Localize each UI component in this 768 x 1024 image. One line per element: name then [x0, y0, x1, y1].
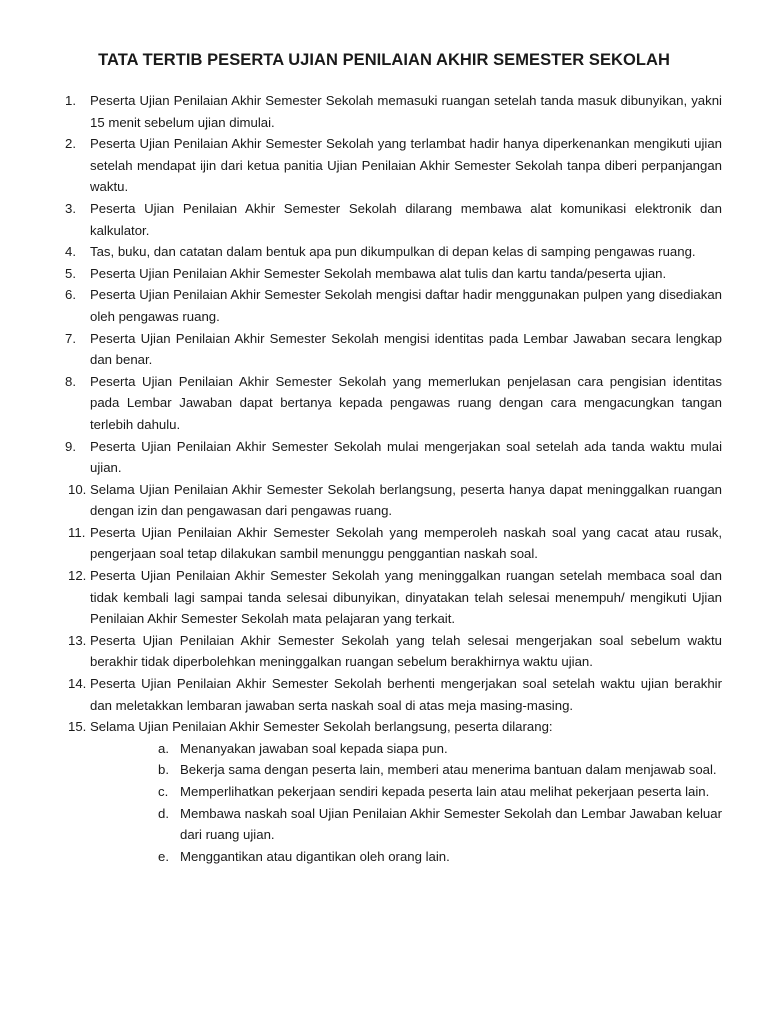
rule-text: Peserta Ujian Penilaian Akhir Semester Sekolah mengisi identitas pada Lembar Jawaban secara lengkap dan benar.	[90, 330, 722, 368]
rule-item	[65, 133, 722, 198]
rule-number: 8.	[65, 373, 76, 389]
rules-list	[65, 90, 722, 867]
prohibition-letter: d.	[158, 805, 169, 821]
rule-item	[65, 436, 722, 479]
prohibition-item	[158, 781, 722, 803]
rule-text: Peserta Ujian Penilaian Akhir Semester Sekolah yang telah selesai mengerjakan soal sebelum waktu berakhir tidak diperbolehkan meninggalkan ruangan sebelum berakhirnya waktu ujian.	[90, 632, 722, 670]
rule-text: Peserta Ujian Penilaian Akhir Semester Sekolah yang terlambat hadir hanya diperkenankan mengikuti ujian setelah mendapat ijin dari ketua panitia Ujian Penilaian Akhir Semester Sekolah tanpa diberi perpanjangan waktu.	[90, 136, 722, 195]
rule-text: Peserta Ujian Penilaian Akhir Semester Sekolah membawa alat tulis dan kartu tanda/peserta ujian.	[90, 265, 667, 281]
prohibition-letter: a.	[158, 740, 169, 756]
prohibition-letter: e.	[158, 848, 169, 864]
rule-text: Peserta Ujian Penilaian Akhir Semester Sekolah memasuki ruangan setelah tanda masuk dibunyikan, yakni 15 menit sebelum ujian dimulai.	[90, 93, 722, 130]
prohibition-text: Menanyakan jawaban soal kepada siapa pun.	[180, 740, 448, 756]
rule-number: 13.	[68, 632, 87, 648]
rule-number: 11.	[68, 524, 86, 540]
rule-number: 9.	[65, 438, 76, 454]
rule-number: 10.	[68, 481, 87, 497]
prohibition-letter: c.	[158, 784, 169, 799]
rule-item	[65, 263, 722, 285]
prohibition-item	[158, 759, 722, 781]
rule-number: 7.	[65, 330, 76, 346]
rule-text: Peserta Ujian Penilaian Akhir Semester Sekolah mengisi daftar hadir menggunakan pulpen yang disediakan oleh pengawas ruang.	[90, 287, 722, 324]
rule-number: 6.	[65, 287, 76, 303]
rule-number: 1.	[65, 93, 76, 108]
rule-number: 14.	[68, 676, 87, 692]
prohibition-text: Bekerja sama dengan peserta lain, memberi atau menerima bantuan dalam menjawab soal.	[180, 762, 717, 778]
rule-item	[68, 716, 722, 867]
document-title: TATA TERTIB PESERTA UJIAN PENILAIAN AKHIR SEMESTER SEKOLAH	[98, 51, 670, 69]
prohibition-text: Memperlihatkan pekerjaan sendiri kepada peserta lain atau melihat pekerjaan peserta lain.	[180, 784, 710, 799]
rule-item	[65, 371, 722, 436]
rule-text: Peserta Ujian Penilaian Akhir Semester Sekolah yang memperoleh naskah soal yang cacat atau rusak, pengerjaan soal tetap dilakukan sambil menunggu penggantian naskah soal.	[90, 524, 722, 562]
rule-number: 12.	[68, 568, 87, 584]
rule-item	[68, 630, 722, 673]
rule-number: 2.	[65, 136, 76, 152]
prohibition-text: Menggantikan atau digantikan oleh orang lain.	[180, 848, 450, 864]
rule-item	[65, 90, 722, 133]
rule-item	[65, 241, 722, 263]
rule-text: Selama Ujian Penilaian Akhir Semester Sekolah berlangsung, peserta hanya dapat meninggalkan ruangan dengan izin dan pengawasan dari pengawas ruang.	[90, 481, 722, 519]
rule-text: Peserta Ujian Penilaian Akhir Semester Sekolah berhenti mengerjakan soal setelah waktu ujian berakhir dan meletakkan lembaran jawaban serta naskah soal di atas meja masing-masing.	[90, 676, 722, 713]
rule-text: Peserta Ujian Penilaian Akhir Semester Sekolah mulai mengerjakan soal setelah ada tanda waktu mulai ujian.	[90, 438, 722, 476]
prohibition-item	[158, 803, 722, 846]
rule-item	[65, 328, 722, 371]
rule-item	[68, 479, 722, 522]
prohibition-item	[158, 846, 722, 868]
rule-item	[65, 198, 722, 241]
rule-text: Peserta Ujian Penilaian Akhir Semester Sekolah yang meninggalkan ruangan setelah membaca soal dan tidak kembali lagi sampai tanda selesai dibunyikan, dinyatakan telah selesai menempuh/ mengikuti Ujian Penilaian Akhir Semester Sekolah mata pelajaran yang terkait.	[90, 568, 722, 627]
rule-text: Tas, buku, dan catatan dalam bentuk apa pun dikumpulkan di depan kelas di samping pengawas ruang.	[90, 244, 696, 260]
rule-item	[68, 565, 722, 630]
prohibition-text: Membawa naskah soal Ujian Penilaian Akhir Semester Sekolah dan Lembar Jawaban keluar dari ruang ujian.	[180, 805, 722, 843]
rule-item	[68, 673, 722, 716]
prohibition-item	[158, 738, 722, 760]
rule-text: Peserta Ujian Penilaian Akhir Semester Sekolah dilarang membawa alat komunikasi elektronik dan kalkulator.	[90, 200, 722, 238]
prohibitions-list	[158, 738, 722, 868]
rule-number: 3.	[65, 200, 76, 216]
prohibition-letter: b.	[158, 762, 169, 778]
rule-number: 4.	[65, 244, 76, 260]
rule-number: 15.	[68, 719, 87, 735]
rule-item	[65, 284, 722, 327]
rule-text: Peserta Ujian Penilaian Akhir Semester Sekolah yang memerlukan penjelasan cara pengisian identitas pada Lembar Jawaban dapat bertanya kepada pengawas ruang dengan cara mengacungkan tangan terlebih dahulu.	[90, 373, 722, 432]
rule-number: 5.	[65, 265, 76, 281]
rule-text: Selama Ujian Penilaian Akhir Semester Sekolah berlangsung, peserta dilarang:	[90, 719, 553, 735]
rule-item	[68, 522, 722, 565]
